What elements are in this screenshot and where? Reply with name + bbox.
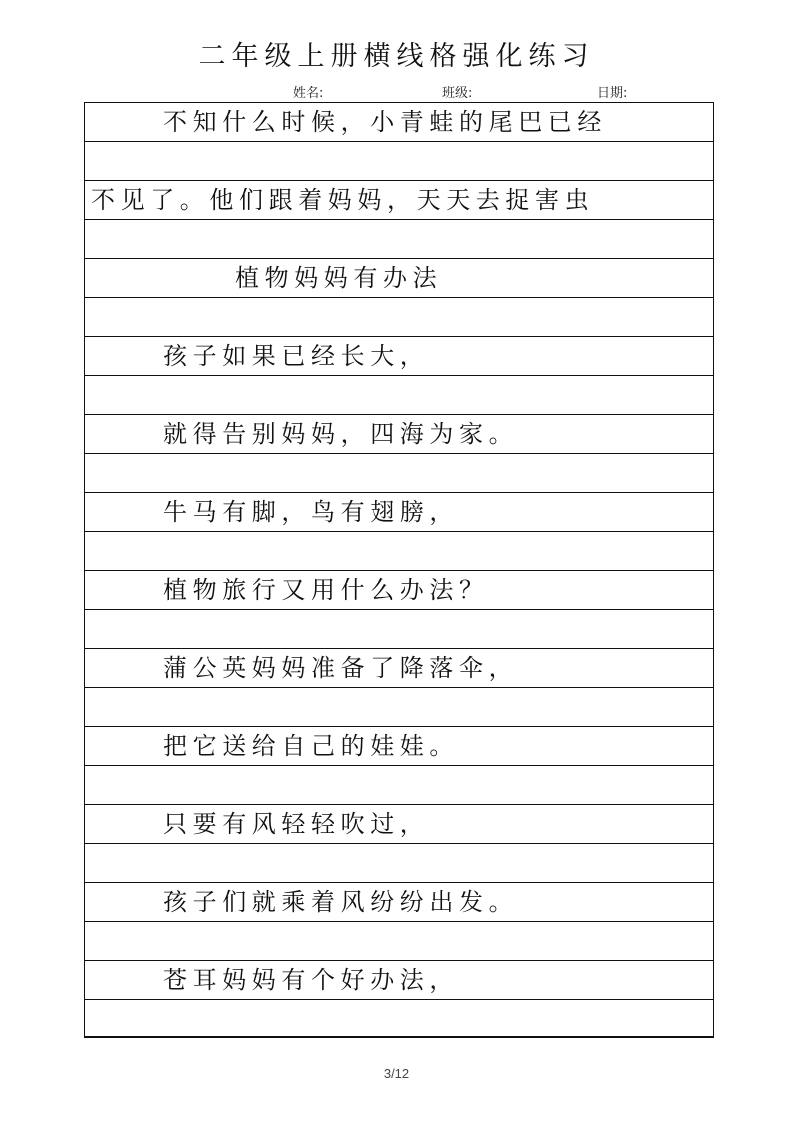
page-number: 3/12 xyxy=(383,1066,410,1081)
line-text: 只要有风轻轻吹过， xyxy=(163,810,430,838)
line-text: 就得告别妈妈，四海为家。 xyxy=(163,420,519,448)
writing-line xyxy=(85,571,713,610)
blank-line xyxy=(85,376,713,415)
name-label: 姓名: xyxy=(293,86,324,101)
line-text: 孩子如果已经长大， xyxy=(163,342,430,370)
blank-line xyxy=(85,454,713,493)
writing-line xyxy=(85,415,713,454)
line-text: 不知什么时候，小青蛙的尾巴已经 xyxy=(163,108,607,136)
line-text: 孩子们就乘着风纷纷出发。 xyxy=(163,888,519,916)
line-text: 植物旅行又用什么办法？ xyxy=(163,576,489,604)
blank-line xyxy=(85,766,713,805)
blank-line xyxy=(85,922,713,961)
blank-line xyxy=(85,610,713,649)
blank-line xyxy=(85,844,713,883)
writing-line xyxy=(85,883,713,922)
writing-line xyxy=(85,337,713,376)
writing-grid xyxy=(84,102,714,1038)
class-label: 班级: xyxy=(442,86,473,101)
blank-line xyxy=(85,220,713,259)
line-text: 把它送给自己的娃娃。 xyxy=(163,732,459,760)
blank-line xyxy=(85,532,713,571)
line-text: 不见了。他们跟着妈妈，天天去捉害虫 xyxy=(91,186,595,214)
writing-line xyxy=(85,181,713,220)
writing-line xyxy=(85,727,713,766)
line-text: 植物妈妈有办法 xyxy=(235,264,443,292)
writing-line xyxy=(85,649,713,688)
line-text: 蒲公英妈妈准备了降落伞， xyxy=(163,654,519,682)
blank-line xyxy=(85,142,713,181)
blank-line xyxy=(85,688,713,727)
line-text: 苍耳妈妈有个好办法， xyxy=(163,966,459,994)
date-label: 日期: xyxy=(597,86,628,101)
writing-line xyxy=(85,961,713,1000)
writing-line xyxy=(85,259,713,298)
line-text: 牛马有脚，鸟有翅膀， xyxy=(163,498,459,526)
page-title: 二年级上册横线格强化练习 xyxy=(198,41,595,72)
writing-line xyxy=(85,493,713,532)
writing-line xyxy=(85,805,713,844)
blank-line xyxy=(85,1000,713,1039)
writing-line xyxy=(85,103,713,142)
blank-line xyxy=(85,298,713,337)
